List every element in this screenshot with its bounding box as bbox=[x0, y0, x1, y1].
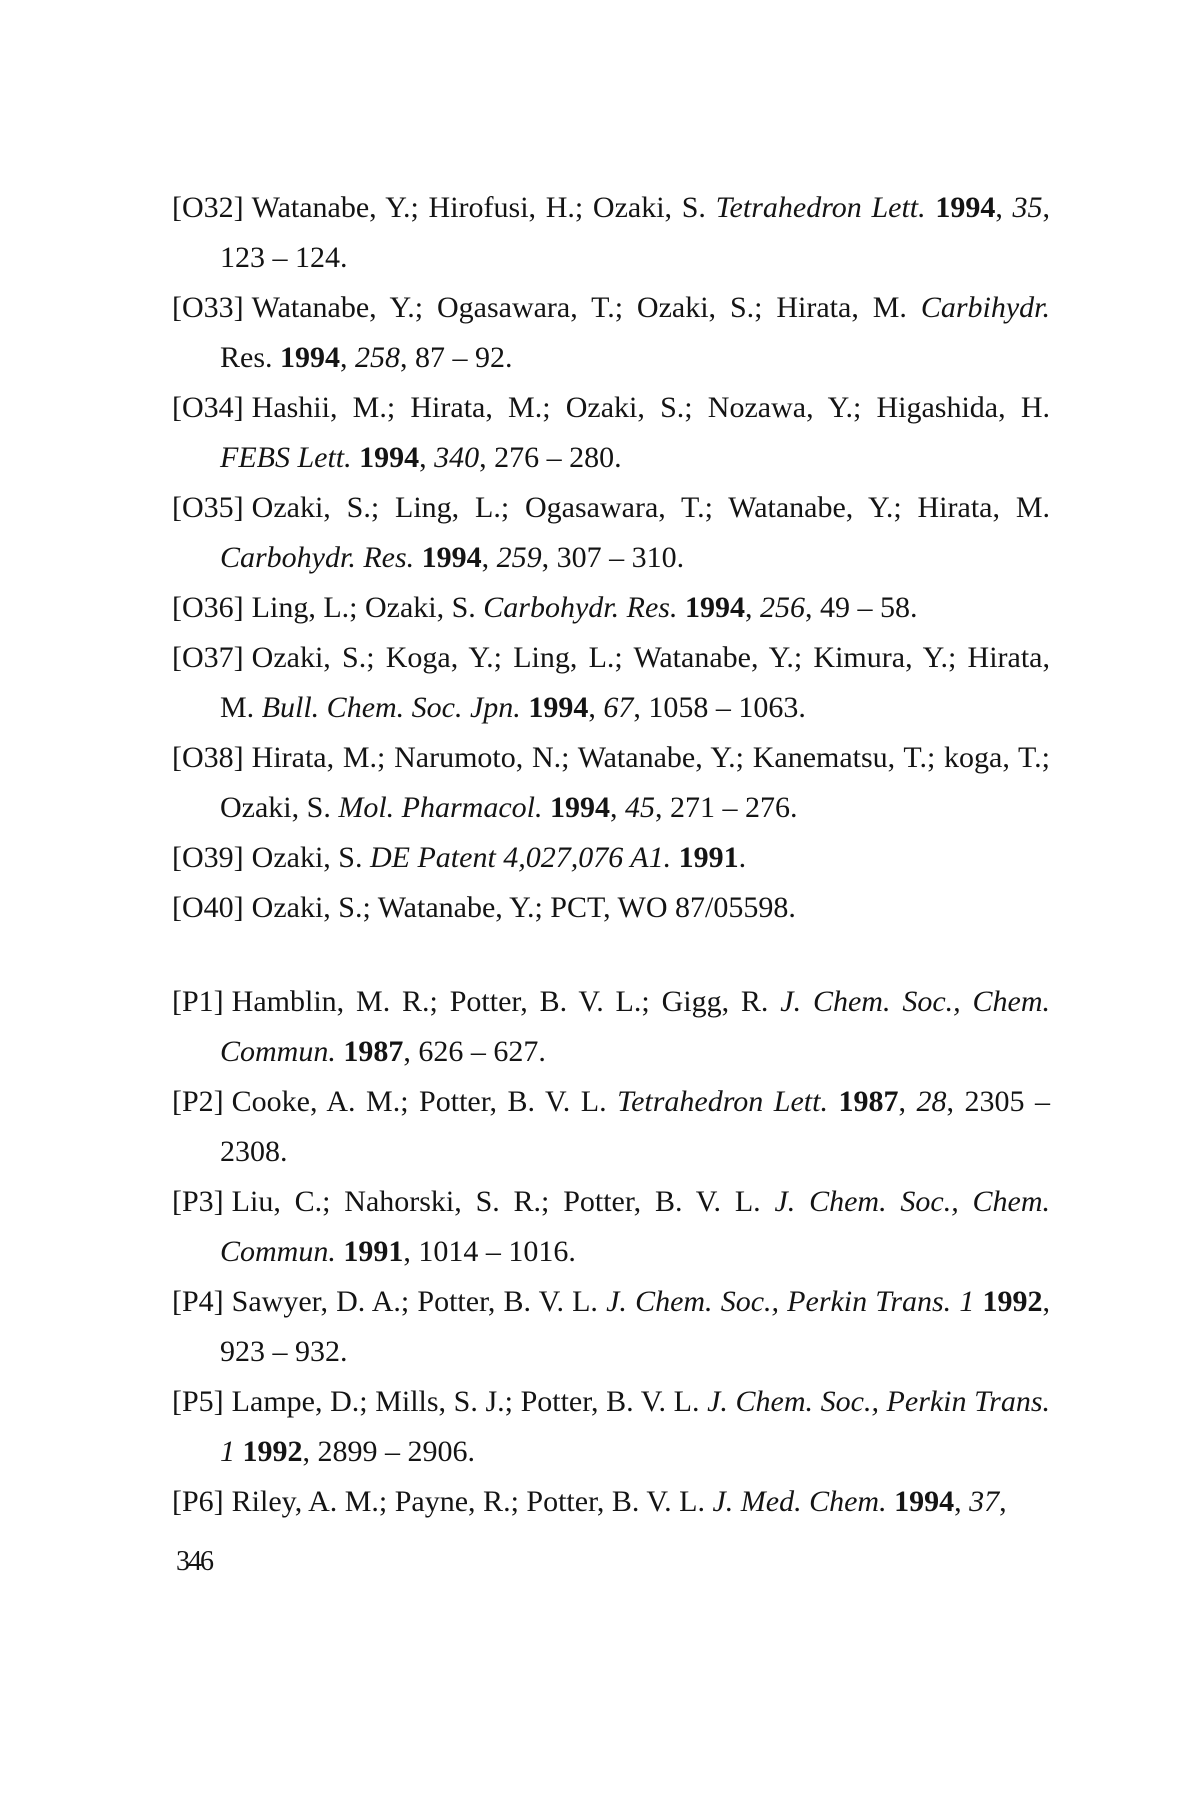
reference-text bbox=[677, 591, 685, 624]
reference-number: [P5] bbox=[172, 1385, 224, 1418]
reference-text bbox=[926, 191, 936, 224]
reference-text: Ozaki, S.; Ling, L.; Ogasawara, T.; Watanabe, Y.; Hirata, M. bbox=[251, 491, 1050, 524]
reference-year: 1992 bbox=[982, 1285, 1043, 1318]
reference-entry bbox=[172, 283, 1050, 383]
section-gap bbox=[172, 933, 1050, 977]
reference-text: , 626 – 627. bbox=[403, 1035, 546, 1068]
reference-year: 1991 bbox=[678, 841, 739, 874]
reference-text: , 276 – 280. bbox=[479, 441, 622, 474]
reference-text: Lampe, D.; Mills, S. J.; Potter, B. V. L. bbox=[231, 1385, 708, 1418]
reference-text: Ozaki, S. bbox=[251, 841, 370, 874]
reference-text: , 123 – 124. bbox=[220, 191, 1050, 274]
reference-text: , 2305 – 2308. bbox=[220, 1085, 1051, 1168]
reference-text: Hashii, M.; Hirata, M.; Ozaki, S.; Nozawa, Y.; Higashida, H. bbox=[251, 391, 1050, 424]
reference-year: 1994 bbox=[528, 691, 589, 724]
reference-italic-text: 258 bbox=[355, 341, 400, 374]
reference-year: 1991 bbox=[343, 1235, 404, 1268]
reference-text: , bbox=[744, 591, 760, 624]
reference-text: , bbox=[588, 691, 604, 724]
reference-text: Hirata, M.; Narumoto, N.; Watanabe, Y.; Kanematsu, T.; koga, T.; Ozaki, S. bbox=[220, 741, 1050, 824]
reference-italic-text: Bull. Chem. Soc. Jpn. bbox=[261, 691, 521, 724]
reference-text bbox=[542, 791, 550, 824]
reference-text: , 307 – 310. bbox=[541, 541, 685, 574]
reference-year: 1994 bbox=[549, 791, 610, 824]
reference-year: 1994 bbox=[280, 341, 340, 374]
reference-year: 1994 bbox=[359, 441, 420, 474]
reference-italic-text: Tetrahedron Lett. bbox=[715, 191, 926, 224]
reference-italic-text: J. Chem. Soc., Chem. Commun. bbox=[220, 1185, 1050, 1268]
reference-text: Watanabe, Y.; Hirofusi, H.; Ozaki, S. bbox=[251, 191, 716, 224]
reference-italic-text: J. Chem. Soc., Perkin Trans. 1 bbox=[220, 1385, 1051, 1468]
reference-italic-text: J. Med. Chem. bbox=[712, 1485, 887, 1518]
reference-text: , 49 – 58. bbox=[804, 591, 918, 624]
reference-entry bbox=[172, 1277, 1050, 1377]
reference-text bbox=[235, 1435, 243, 1468]
reference-text: , bbox=[898, 1085, 917, 1118]
reference-text bbox=[887, 1485, 895, 1518]
reference-entry bbox=[172, 1177, 1050, 1277]
reference-text: , 271 – 276. bbox=[654, 791, 798, 824]
reference-number: [P6] bbox=[172, 1485, 224, 1518]
reference-year: 1992 bbox=[242, 1435, 303, 1468]
reference-text: , bbox=[999, 1485, 1007, 1518]
reference-text: , 1058 – 1063. bbox=[633, 691, 806, 724]
reference-text: , bbox=[419, 441, 435, 474]
reference-text: , 1014 – 1016. bbox=[403, 1235, 576, 1268]
reference-italic-text: J. Chem. Soc., Chem. Commun. bbox=[220, 985, 1050, 1068]
reference-text bbox=[974, 1285, 982, 1318]
reference-text: Hamblin, M. R.; Potter, B. V. L.; Gigg, R. bbox=[231, 985, 781, 1018]
reference-italic-text: Carbihydr. bbox=[920, 291, 1050, 324]
reference-italic-text: Mol. Pharmacol. bbox=[338, 791, 543, 824]
reference-list bbox=[172, 183, 1050, 1527]
reference-entry bbox=[172, 583, 1050, 633]
reference-year: 1994 bbox=[684, 591, 745, 624]
reference-year: 1987 bbox=[343, 1035, 404, 1068]
reference-entry bbox=[172, 833, 1050, 883]
reference-entry bbox=[172, 1377, 1050, 1477]
reference-text: Liu, C.; Nahorski, S. R.; Potter, B. V. L. bbox=[231, 1185, 775, 1218]
reference-italic-text: 67 bbox=[603, 691, 634, 724]
reference-text: , 87 – 92. bbox=[400, 341, 513, 374]
reference-number: [P4] bbox=[172, 1285, 224, 1318]
reference-number: [O37] bbox=[172, 641, 244, 674]
reference-text: Sawyer, D. A.; Potter, B. V. L. bbox=[231, 1285, 607, 1318]
reference-entry bbox=[172, 483, 1050, 583]
reference-text bbox=[414, 541, 422, 574]
page-number: 346 bbox=[176, 1546, 212, 1577]
reference-italic-text: 340 bbox=[434, 441, 480, 474]
reference-number: [P2] bbox=[172, 1085, 224, 1118]
reference-italic-text: 259 bbox=[496, 541, 542, 574]
reference-year: 1994 bbox=[935, 191, 996, 224]
reference-text: Watanabe, Y.; Ogasawara, T.; Ozaki, S.; Hirata, M. bbox=[251, 291, 921, 324]
reference-entry bbox=[172, 633, 1050, 733]
reference-italic-text: 256 bbox=[759, 591, 805, 624]
reference-italic-text: Tetrahedron Lett. bbox=[617, 1085, 828, 1118]
reference-italic-text: 37 bbox=[969, 1485, 1000, 1518]
reference-entry bbox=[172, 1077, 1050, 1177]
reference-italic-text: 35 bbox=[1012, 191, 1043, 224]
reference-text: , bbox=[954, 1485, 970, 1518]
reference-text: , bbox=[481, 541, 497, 574]
reference-entry bbox=[172, 977, 1050, 1077]
reference-text: . bbox=[738, 841, 747, 874]
reference-text: Cooke, A. M.; Potter, B. V. L. bbox=[231, 1085, 618, 1118]
reference-year: 1987 bbox=[838, 1085, 899, 1118]
reference-text: , 923 – 932. bbox=[220, 1285, 1050, 1368]
reference-text: Res. bbox=[220, 341, 280, 374]
reference-entry bbox=[172, 1477, 1050, 1527]
reference-italic-text: Carbohydr. Res. bbox=[483, 591, 678, 624]
reference-italic-text: J. Chem. Soc., Perkin Trans. 1 bbox=[606, 1285, 975, 1318]
reference-number: [O40] bbox=[172, 891, 244, 924]
reference-number: [O34] bbox=[172, 391, 244, 424]
reference-text: Ling, L.; Ozaki, S. bbox=[251, 591, 484, 624]
reference-number: [O35] bbox=[172, 491, 244, 524]
reference-year: 1994 bbox=[894, 1485, 955, 1518]
reference-text: , bbox=[995, 191, 1013, 224]
reference-number: [O36] bbox=[172, 591, 244, 624]
reference-italic-text: 45 bbox=[624, 791, 655, 824]
reference-text: Riley, A. M.; Payne, R.; Potter, B. V. L. bbox=[231, 1485, 713, 1518]
reference-entry bbox=[172, 183, 1050, 283]
reference-italic-text: 28 bbox=[916, 1085, 947, 1118]
reference-number: [O32] bbox=[172, 191, 244, 224]
reference-text: , 2899 – 2906. bbox=[302, 1435, 475, 1468]
reference-entry bbox=[172, 883, 1050, 933]
reference-entry bbox=[172, 733, 1050, 833]
reference-text bbox=[671, 841, 679, 874]
reference-number: [P1] bbox=[172, 985, 224, 1018]
reference-text: Ozaki, S.; Watanabe, Y.; PCT, WO 87/05598. bbox=[251, 891, 796, 924]
reference-text: Ozaki, S.; Koga, Y.; Ling, L.; Watanabe, Y.; Kimura, Y.; Hirata, M. bbox=[220, 641, 1050, 724]
reference-entry bbox=[172, 383, 1050, 483]
reference-text: , bbox=[609, 791, 625, 824]
reference-number: [P3] bbox=[172, 1185, 224, 1218]
reference-italic-text: DE Patent 4,027,076 A1. bbox=[369, 841, 672, 874]
reference-year: 1994 bbox=[421, 541, 482, 574]
reference-number: [O33] bbox=[172, 291, 244, 324]
reference-text bbox=[828, 1085, 839, 1118]
reference-italic-text: FEBS Lett. bbox=[220, 441, 352, 474]
reference-italic-text: Carbohydr. Res. bbox=[220, 541, 415, 574]
reference-number: [O39] bbox=[172, 841, 244, 874]
reference-text: , bbox=[340, 341, 355, 374]
reference-number: [O38] bbox=[172, 741, 244, 774]
